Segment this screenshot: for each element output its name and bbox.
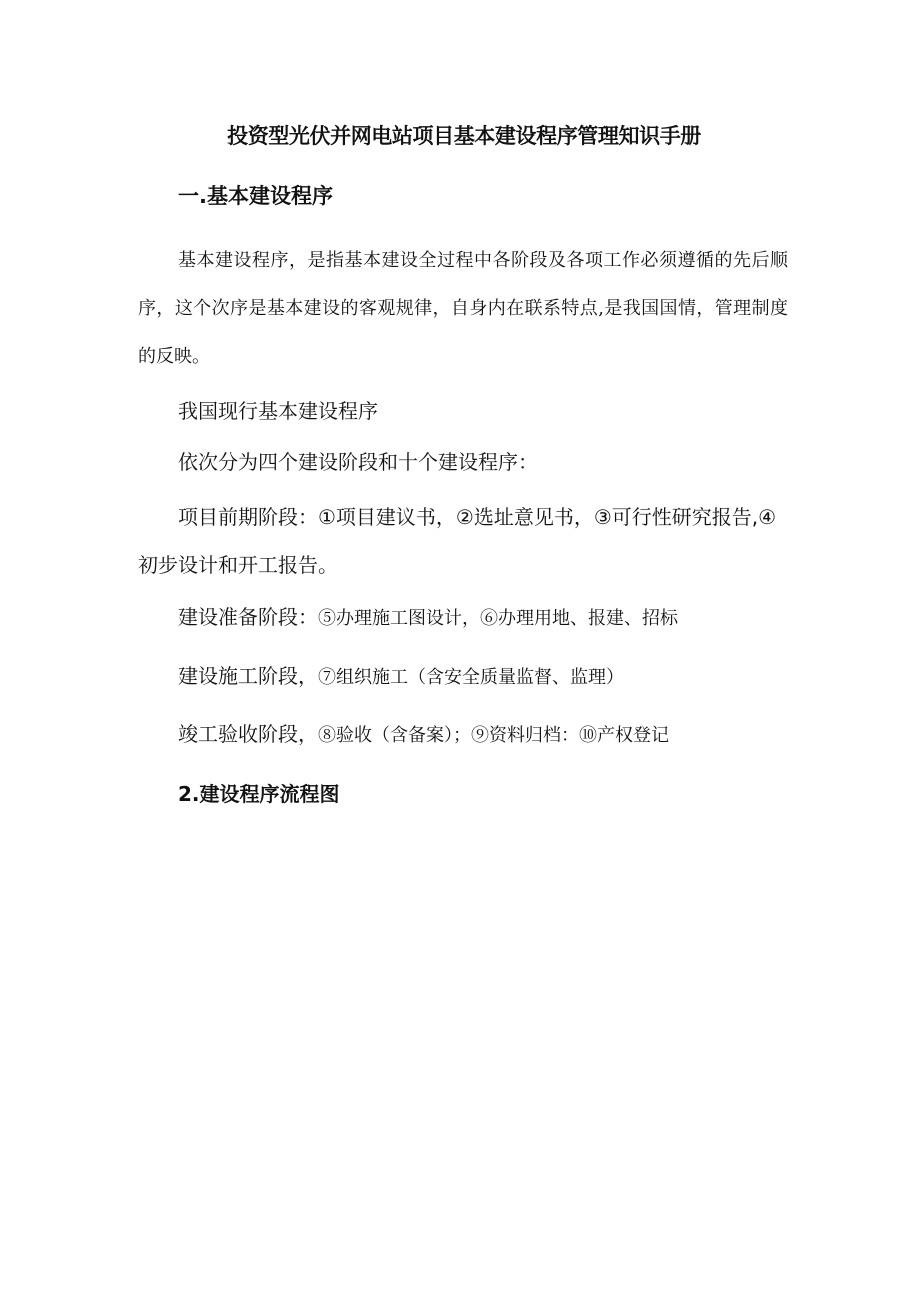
definition-paragraph: 基本建设程序，是指基本建设全过程中各阶段及各项工作必须遵循的先后顺序，这个次序是基本建设的客观规律，自身内在联系特点,是我国国情，管理制度的反映。: [138, 250, 788, 367]
stage-name: 建设施工阶段，: [178, 664, 318, 688]
stage-detail: ①项目建议书，②选址意见书，③可行性研究报告,④初步设计和开工报告。: [138, 505, 777, 577]
stage-item-acceptance: [178, 718, 669, 747]
current-procedure-heading: 我国现行基本建设程序: [178, 399, 378, 423]
section-heading-flowchart: 2.建设程序流程图: [178, 782, 340, 806]
stage-name: 项目前期阶段：: [178, 505, 318, 529]
stage-item-construction: [178, 660, 624, 689]
stage-item-preparation: [178, 601, 678, 630]
stage-detail: ⑧验收（含备案）；⑨资料归档：⑩产权登记: [318, 725, 669, 746]
stage-detail: ⑤办理施工图设计，⑥办理用地、报建、招标: [318, 608, 678, 629]
section-heading-basic-procedure: 一.基本建设程序: [178, 184, 333, 208]
stage-detail: ⑦组织施工（含安全质量监督、监理）: [318, 667, 624, 688]
stage-name: 建设准备阶段：: [178, 605, 318, 629]
stage-name: 竣工验收阶段，: [178, 722, 318, 746]
stages-intro: 依次分为四个建设阶段和十个建设程序：: [178, 450, 538, 474]
stage-item-preliminary: [138, 493, 788, 589]
document-title: 投资型光伏并网电站项目基本建设程序管理知识手册: [227, 124, 701, 148]
